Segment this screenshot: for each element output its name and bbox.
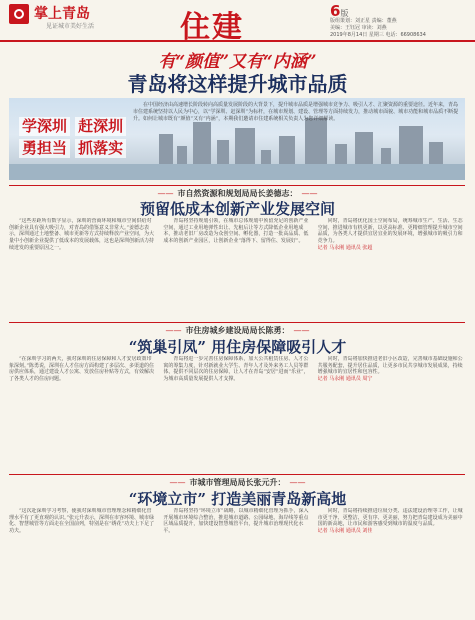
- credits-line: 美编：王钰冠 审读：刘燕: [330, 25, 387, 31]
- lead-kicker: 有“颜值”又有“内涵”: [158, 52, 317, 72]
- photo-slogan: 勇担当: [19, 139, 70, 158]
- edition-label: 版: [340, 9, 349, 18]
- article-1-paragraph: [318, 218, 465, 290]
- article-2-byline: 记者 马永刚 通讯员 周宁: [317, 376, 373, 383]
- article-2-paragraph: [318, 356, 465, 454]
- article-1-title: 预留低成本创新产业发展空间: [139, 200, 335, 218]
- lead-headline: 青岛将这样提升城市品质: [127, 72, 348, 96]
- article-1-paragraph: “这些差距所有数字显示，深圳的营商环境和城市空间供给对创新企业具有强大吸引力，对青岛的借鉴意义非常大。”姜德志表示，深圳通过土地整备、城市更新等方式持续释放产业空间，为大量中小创新企业提供了低成本的发展载体，这也是深圳创新活力持续迸发的重要原因之一。: [9, 218, 155, 251]
- article-3-paragraph-text: 同时，青岛将持续推进垃圾分类、违法建设治理等工作，让城市更干净、更整洁、更有序、更美丽，努力把青岛建设成为美丽中国的新高地，让市民和游客感受到城市的温度与品质。: [317, 508, 463, 528]
- photo-slogans: [19, 116, 129, 160]
- edition-number-value: 6: [330, 2, 341, 20]
- article-2-title: “筑巢引凤” 用住房保障吸引人才: [128, 338, 347, 356]
- article-3-title: “环境立市” 打造美丽青岛新高地: [128, 490, 347, 508]
- credits-line: 2019年8月14日 星期三 电话：66908634: [330, 32, 426, 38]
- paper-slogan: 见证城市美好生活: [46, 23, 95, 30]
- section-title: 住建: [180, 10, 244, 45]
- lead-intro: 在中国经济由高速增长阶段转向高质量发展阶段的大背景下，提升城市品质是增强城市竞争力、吸引人才、汇聚资源的重要途径。近年来，青岛市住建系统坚持以人民为中心，以“学深圳、赶深圳”为标杆，在城市规划、建设、管理等方面持续发力，推动城市面貌、城市功能和城市品质不断提升。如何让城市既有“颜值”又有“内涵”，本期我们邀请市住建系统相关负责人为您详细解读。: [133, 102, 459, 122]
- article-1-paragraph-text: 同时，青岛将优化国土空间布局，统筹城市生产、生活、生态空间，推进城市有机更新，以更高标准、更精细管理提升城市空间品质，为各类人才提供宜居宜业的发展环境，增强城市的吸引力和竞争力。: [317, 218, 463, 245]
- article-3-paragraph: 青岛将坚持“环境立市”战略，以城市精细化管理为抓手，深入开展城市环境综合整治，推进城市道路、公园绿地、海岸线等重点区域品质提升，加快建设智慧城管平台，提升城市治理现代化水平。: [163, 508, 309, 535]
- article-2-label: —— 市住房城乡建设局局长陈勇： ——: [0, 325, 475, 336]
- article-3-label: —— 市城市管理局局长张元升： ——: [0, 477, 475, 488]
- masthead: [0, 0, 475, 45]
- article-1-paragraph: 青岛将坚持规划引领，在城市总体规划中预留充足的创新产业空间，通过工业用地弹性出让、先租后让等方式降低企业用地成本，推动老旧厂房改造为众创空间、孵化器，打造一批高品质、低成本的创新产业园区，让创新企业“落得下、留得住、发展好”。: [163, 218, 309, 245]
- article-3-byline: 记者 马永刚 通讯员 刘佳: [317, 528, 373, 535]
- divider: [9, 185, 465, 186]
- photo-slogan: 赶深圳: [75, 117, 126, 136]
- article-2-paragraph-text: 同时，青岛将加快推进老旧小区改造，完善城市基础设施和公共服务配套，提升居住品质，让更多市民共享城市发展成果，持续增强城市的宜居性和包容性。: [317, 356, 463, 376]
- photo-slogan: 学深圳: [19, 117, 70, 136]
- photo-slogan: 抓落实: [75, 139, 126, 158]
- paper-name: 掌上青岛: [34, 6, 90, 22]
- article-3-paragraph: [318, 508, 465, 614]
- article-3-body: [9, 508, 465, 614]
- article-2-paragraph: “在深圳学习的两天，我对深圳的住房保障和人才安居政策印象深刻。”陈勇说，深圳在人才住房方面构建了多层次、多渠道的住房供应体系，通过建设人才公寓、发放住房补贴等方式，有效解决了各类人才的住房问题。: [9, 356, 155, 383]
- paper-logo-icon: [9, 4, 29, 24]
- credits-line: 版组策划：刘正星 责编：董燕: [330, 18, 397, 24]
- divider: [9, 474, 465, 475]
- article-3-paragraph: “这次赴深圳学习考察，使我对深圳城市管理理念和精细化管理水平有了更直观的认识。”张元升表示，深圳在市容环境、城市绿化、智慧城管等方面走在全国前列，特别是在“绣花”功夫上下足了功夫。: [9, 508, 155, 535]
- article-1-byline: 记者 马永刚 通讯员 张超: [317, 244, 373, 251]
- article-1-body: [9, 218, 465, 290]
- article-2-body: [9, 356, 465, 454]
- article-1-label: —— 市自然资源和规划局局长姜德志： ——: [0, 188, 475, 199]
- divider: [9, 322, 465, 323]
- credits: [330, 18, 426, 39]
- article-2-paragraph: 青岛将进一步完善住房保障体系，加大公共租赁住房、人才公寓的筹集力度，针对新就业大学生、青年人才及外来务工人员等群体，提供不同层次的住房保障，让人才在青岛“安居”进而“乐业”，为城市高质量发展提供人才支撑。: [163, 356, 309, 383]
